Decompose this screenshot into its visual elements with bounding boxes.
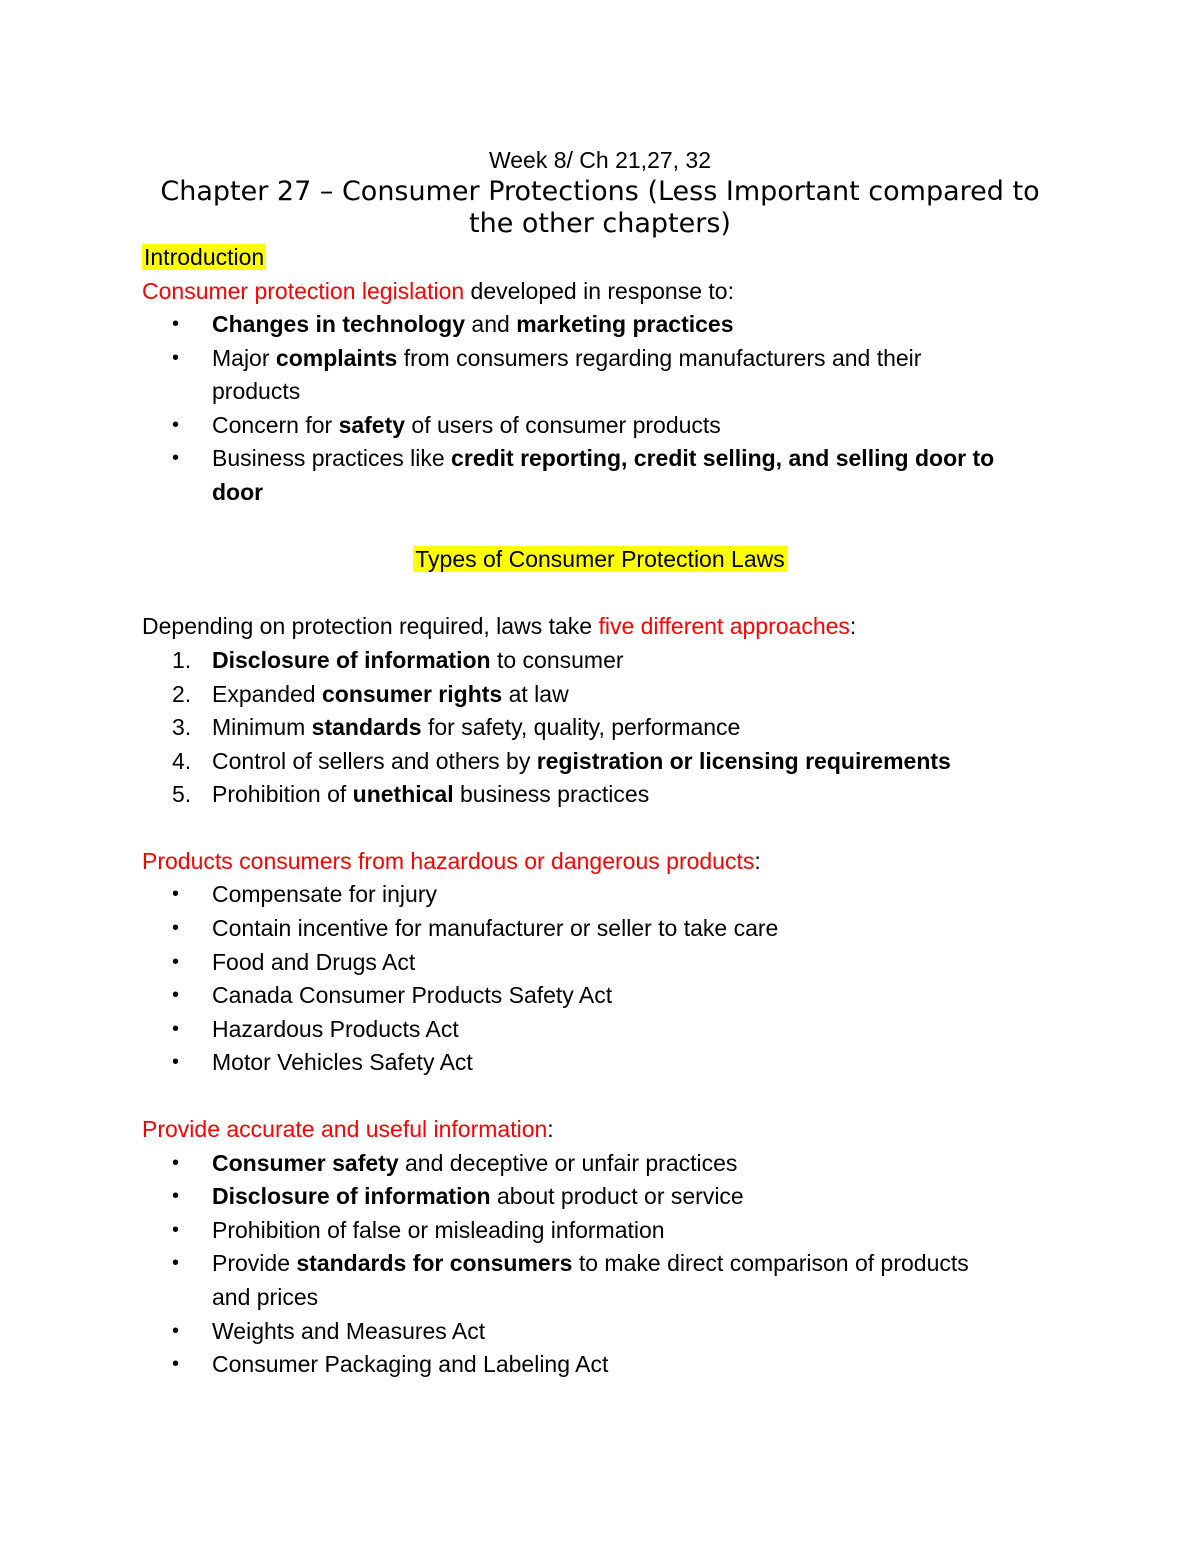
types-heading: Types of Consumer Protection Laws: [415, 546, 785, 572]
week-heading: Week 8/ Ch 21,27, 32: [488, 147, 712, 173]
list-item: Canada Consumer Products Safety Act: [212, 982, 613, 1008]
list-item: Prohibition of false or misleading information: [212, 1217, 665, 1243]
list-item-continuation: products: [212, 378, 301, 404]
bullet-icon: •: [172, 414, 180, 436]
numbered-item: Minimum standards for safety, quality, performance: [212, 714, 741, 740]
bullet-icon: •: [172, 447, 180, 469]
bullet-icon: •: [172, 1219, 180, 1241]
list-item: Consumer safety and deceptive or unfair practices: [212, 1150, 738, 1176]
list-number: 4.: [172, 748, 192, 774]
list-item: Contain incentive for manufacturer or seller to take care: [212, 915, 779, 941]
bullet-icon: •: [172, 984, 180, 1006]
list-number: 1.: [172, 647, 192, 673]
list-number: 5.: [172, 781, 192, 807]
list-item: Motor Vehicles Safety Act: [212, 1049, 473, 1075]
bullet-icon: •: [172, 1353, 180, 1375]
bullet-icon: •: [172, 1252, 180, 1274]
information-heading: Provide accurate and useful information:: [142, 1116, 554, 1142]
list-item: Weights and Measures Act: [212, 1318, 486, 1344]
list-item: Compensate for injury: [212, 881, 437, 907]
bullet-icon: •: [172, 1152, 180, 1174]
list-item: Hazardous Products Act: [212, 1016, 459, 1042]
bullet-icon: •: [172, 883, 180, 905]
numbered-item: Disclosure of information to consumer: [212, 647, 624, 673]
list-item: Major complaints from consumers regarding manufacturers and their: [212, 345, 922, 371]
list-item-continuation: and prices: [212, 1284, 319, 1310]
types-lead: Depending on protection required, laws take five different approaches:: [142, 613, 857, 639]
bullet-icon: •: [172, 313, 180, 335]
list-item: Changes in technology and marketing practices: [212, 311, 734, 337]
list-number: 3.: [172, 714, 192, 740]
bullet-icon: •: [172, 1320, 180, 1342]
list-item: Consumer Packaging and Labeling Act: [212, 1351, 609, 1377]
numbered-item: Prohibition of unethical business practices: [212, 781, 650, 807]
introduction-lead: Consumer protection legislation developed in response to:: [142, 278, 734, 304]
list-item: Provide standards for consumers to make direct comparison of products: [212, 1250, 969, 1276]
bullet-icon: •: [172, 1018, 180, 1040]
numbered-item: Control of sellers and others by registration or licensing requirements: [212, 748, 951, 774]
chapter-title-line-2: the other chapters): [469, 208, 731, 239]
bullet-icon: •: [172, 1051, 180, 1073]
list-item: Food and Drugs Act: [212, 949, 416, 975]
bullet-icon: •: [172, 951, 180, 973]
list-item: Business practices like credit reporting, credit selling, and selling door to: [212, 445, 995, 471]
list-number: 2.: [172, 681, 192, 707]
introduction-heading: Introduction: [144, 244, 265, 270]
list-item: Concern for safety of users of consumer products: [212, 412, 721, 438]
numbered-item: Expanded consumer rights at law: [212, 681, 569, 707]
list-item: Disclosure of information about product or service: [212, 1183, 744, 1209]
hazard-heading: Products consumers from hazardous or dangerous products:: [142, 848, 761, 874]
bullet-icon: •: [172, 347, 180, 369]
bullet-icon: •: [172, 1185, 180, 1207]
chapter-title-line-1: Chapter 27 – Consumer Protections (Less Important compared to: [160, 176, 1040, 207]
list-item-continuation: door: [212, 479, 264, 505]
bullet-icon: •: [172, 917, 180, 939]
